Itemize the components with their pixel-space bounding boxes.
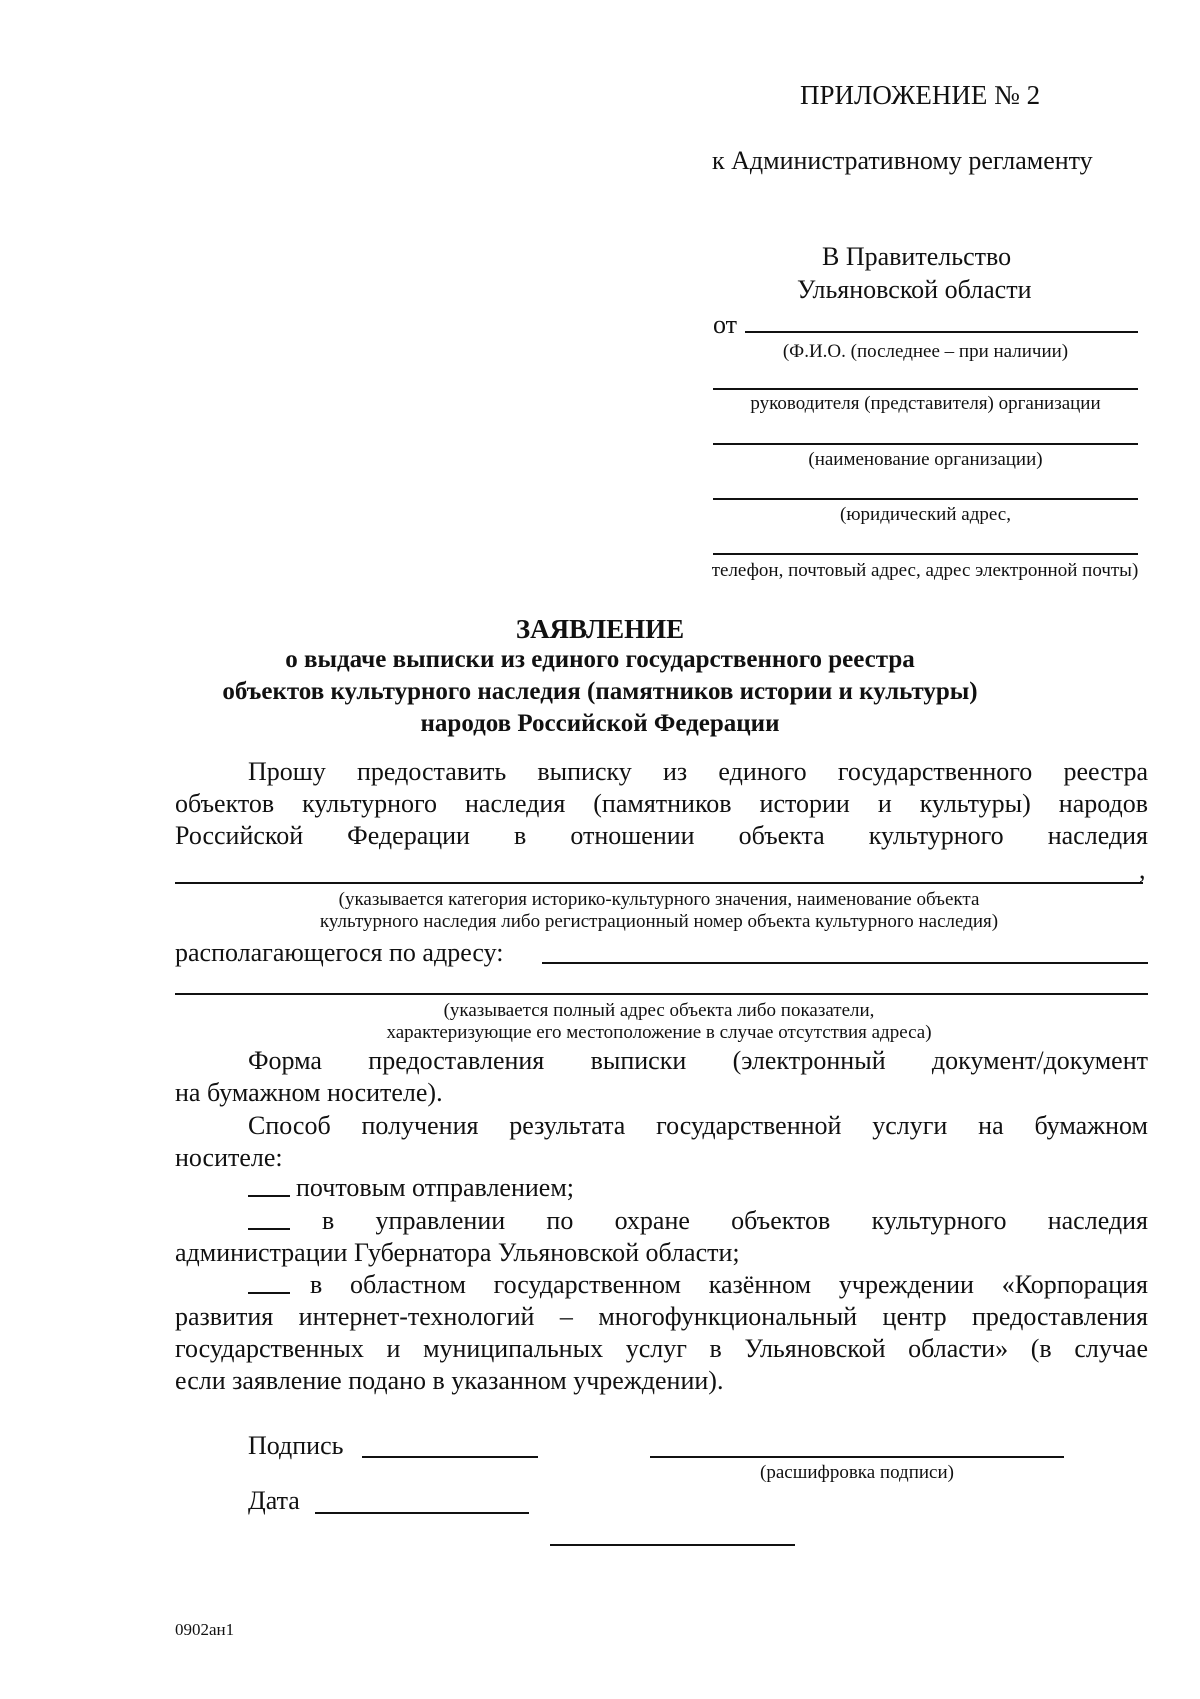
document-subtitle-2: объектов культурного наследия (памятников истории и культуры) xyxy=(222,678,978,705)
appendix-number: ПРИЛОЖЕНИЕ № 2 xyxy=(800,80,1041,110)
form-line-2: на бумажном носителе). xyxy=(175,1078,443,1107)
method-line-2: носителе: xyxy=(175,1143,283,1172)
option-department-line-2: администрации Губернатора Ульяновской области; xyxy=(175,1238,740,1267)
request-line-3: Российской Федерации в отношении объекта культурного наследия xyxy=(175,821,1148,850)
form-line-1: Форма предоставления выписки (электронный документ/документ xyxy=(248,1046,1148,1075)
option-mfc-line-3: государственных и муниципальных услуг в Ульяновской области» (в случае xyxy=(175,1334,1148,1363)
addressee-line-2: Ульяновской области xyxy=(797,275,1032,304)
address-label: располагающегося по адресу: xyxy=(175,938,504,967)
object-line-comma: , xyxy=(1139,855,1146,884)
option-postal-checkbox[interactable] xyxy=(248,1195,290,1197)
option-mfc-line-1: в областном государственном казённом учреждении «Корпорация xyxy=(310,1270,1148,1299)
contacts-caption: телефон, почтовый адрес, адрес электронной почты) xyxy=(711,560,1139,581)
option-postal-label: почтовым отправлением; xyxy=(296,1173,575,1202)
signature-label: Подпись xyxy=(248,1431,344,1460)
date-label: Дата xyxy=(248,1486,300,1515)
date-line[interactable] xyxy=(315,1512,529,1514)
object-caption-1: (указывается категория историко-культурного значения, наименование объекта xyxy=(338,889,980,910)
address-line-2[interactable] xyxy=(175,993,1148,995)
fio-line[interactable] xyxy=(745,331,1138,333)
legal-address-caption: (юридический адрес, xyxy=(840,504,1011,525)
method-line-1: Способ получения результата государственной услуги на бумажном xyxy=(248,1111,1148,1140)
fio-caption: (Ф.И.О. (последнее – при наличии) xyxy=(782,341,1069,362)
head-line[interactable] xyxy=(713,388,1138,390)
document-code: 0902ан1 xyxy=(175,1620,235,1639)
signature-line[interactable] xyxy=(362,1456,538,1458)
contacts-line[interactable] xyxy=(713,553,1138,555)
signature-decode-line[interactable] xyxy=(650,1456,1064,1458)
address-caption-2: характеризующие его местоположение в случае отсутствия адреса) xyxy=(386,1022,932,1043)
option-department-checkbox[interactable] xyxy=(248,1228,290,1230)
request-line-1: Прошу предоставить выписку из единого государственного реестра xyxy=(248,757,1148,786)
legal-address-line[interactable] xyxy=(713,498,1138,500)
object-line[interactable] xyxy=(175,882,1143,884)
document-subtitle-1: о выдаче выписки из единого государственного реестра xyxy=(285,646,915,673)
extra-line xyxy=(550,1544,795,1546)
head-caption: руководителя (представителя) организации xyxy=(750,393,1101,414)
document-subtitle-3: народов Российской Федерации xyxy=(420,710,780,737)
address-line-1[interactable] xyxy=(542,962,1148,964)
object-caption-2: культурного наследия либо регистрационный номер объекта культурного наследия) xyxy=(319,911,999,932)
document-title: ЗАЯВЛЕНИЕ xyxy=(515,614,685,644)
option-department-line-1: в управлении по охране объектов культурного наследия xyxy=(322,1206,1148,1235)
option-mfc-line-2: развития интернет-технологий – многофункциональный центр предоставления xyxy=(175,1302,1148,1331)
addressee-line-1: В Правительство xyxy=(822,242,1012,271)
from-label: от xyxy=(713,310,738,339)
org-caption: (наименование организации) xyxy=(808,449,1043,470)
address-caption-1: (указывается полный адрес объекта либо показатели, xyxy=(443,1000,875,1021)
option-mfc-line-4: если заявление подано в указанном учреждении). xyxy=(175,1366,724,1395)
org-line[interactable] xyxy=(713,443,1138,445)
signature-decode-caption: (расшифровка подписи) xyxy=(760,1462,954,1483)
appendix-reference: к Административному регламенту xyxy=(712,146,1093,175)
option-mfc-checkbox[interactable] xyxy=(248,1292,290,1294)
request-line-2: объектов культурного наследия (памятников истории и культуры) народов xyxy=(175,789,1148,818)
